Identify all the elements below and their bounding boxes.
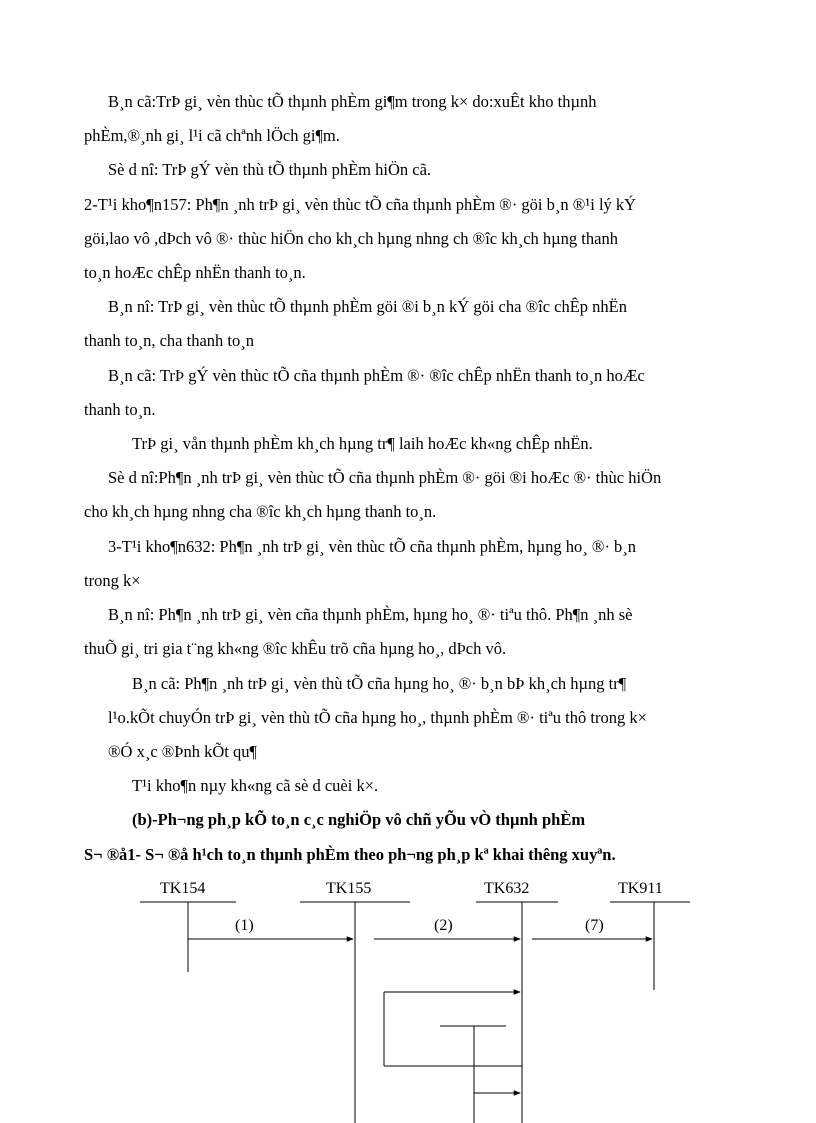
arrow-label-2: (2) — [434, 917, 453, 934]
para-157-credit-line-2: thanh to¸n. — [84, 400, 156, 419]
para-632-no-balance: T¹i kho¶n nµy kh«ng cã sè d cuèi k×. — [132, 776, 379, 795]
diagram-heading: S¬ ®å1- S¬ ®å h¹ch to¸n thµnh phÈm theo ph¬ng ph¸p kª khai thêng xuyªn. — [84, 845, 616, 864]
para-157-returned: TrÞ gi¸ vån thµnh phÈm kh¸ch hµng tr¶ laih hoÆc kh«ng chÊp nhËn. — [132, 434, 593, 453]
para-157-credit-line-1: B¸n cã: TrÞ gÝ vèn thùc tÕ cña thµnh phÈm ®· ®îc chÊp nhËn thanh to¸n hoÆc — [108, 366, 645, 385]
para-632-debit-line-1: B¸n nî: Ph¶n ¸nh trÞ gi¸ vèn cña thµnh phÈm, hµng ho¸ ®· tiªu thô. Ph¶n ¸nh sè — [108, 605, 633, 624]
para-157-line-1: 2-T¹i kho¶n157: Ph¶n ¸nh trÞ gi¸ vèn thùc tÕ cña thµnh phÈm ®· göi b¸n ®¹i lý kÝ — [84, 195, 637, 214]
para-632-credit-line-3: ®Ó x¸c ®Þnh kÕt qu¶ — [108, 742, 257, 761]
para-157-debit-line-1: B¸n nî: TrÞ gi¸ vèn thùc tÕ thµnh phÈm göi ®i b¸n kÝ göi cha ®îc chÊp nhËn — [108, 297, 628, 316]
section-heading: (b)-Ph¬ng ph¸p kÕ to¸n c¸c nghiÖp vô chñ yÕu vÒ thµnh phÈm — [132, 810, 586, 829]
para-balance: Sè d nî: TrÞ gÝ vèn thù tÕ thµnh phÈm hiÖn cã. — [108, 160, 432, 179]
arrow-label-7: (7) — [585, 917, 604, 934]
para-credit-line-2: phÈm,®¸nh gi¸ l¹i cã chªnh lÖch gi¶m. — [84, 126, 340, 145]
para-157-line-2: göi,lao vô ,dÞch vô ®· thùc hiÖn cho kh¸ch hµng nhng ch ®îc kh¸ch hµng thanh — [84, 229, 618, 248]
arrow-label-1: (1) — [235, 917, 254, 934]
para-632-credit-line-1: B¸n cã: Ph¶n ¸nh trÞ gi¸ vèn thù tÕ cña hµng ho¸ ®· b¸n bÞ kh¸ch hµng tr¶ — [132, 674, 627, 693]
account-label-tk155: TK155 — [326, 880, 372, 897]
para-632-debit-line-2: thuÕ gi¸ tri gia t¨ng kh«ng ®îc khÊu trõ cña hµng ho¸, dÞch vô. — [84, 639, 507, 658]
para-632-line-1: 3-T¹i kho¶n632: Ph¶n ¸nh trÞ gi¸ vèn thùc tÕ cña thµnh phÈm, hµng ho¸ ®· b¸n — [108, 537, 637, 556]
account-label-tk154: TK154 — [160, 880, 206, 897]
para-credit-line-1: B¸n cã:TrÞ gi¸ vèn thùc tÕ thµnh phÈm gi¶m trong k× do:xuÊt kho thµnh — [108, 92, 597, 111]
account-label-tk911: TK911 — [618, 880, 663, 897]
para-157-line-3: to¸n hoÆc chÊp nhËn thanh to¸n. — [84, 263, 306, 282]
para-632-line-2: trong k× — [84, 571, 141, 590]
para-157-debit-line-2: thanh to¸n, cha thanh to¸n — [84, 331, 254, 350]
account-label-tk632: TK632 — [484, 880, 530, 897]
para-157-balance-line-1: Sè d nî:Ph¶n ¸nh trÞ gi¸ vèn thùc tÕ cña thµnh phÈm ®· göi ®i hoÆc ®· thùc hiÖn — [108, 468, 662, 487]
para-157-balance-line-2: cho kh¸ch hµng nhng cha ®îc kh¸ch hµng thanh to¸n. — [84, 502, 437, 521]
accounting-t-account-diagram — [0, 860, 816, 1123]
para-632-credit-line-2: l¹o.kÕt chuyÓn trÞ gi¸ vèn thù tÕ cña hµng ho¸, thµnh phÈm ®· tiªu thô trong k× — [108, 708, 647, 727]
